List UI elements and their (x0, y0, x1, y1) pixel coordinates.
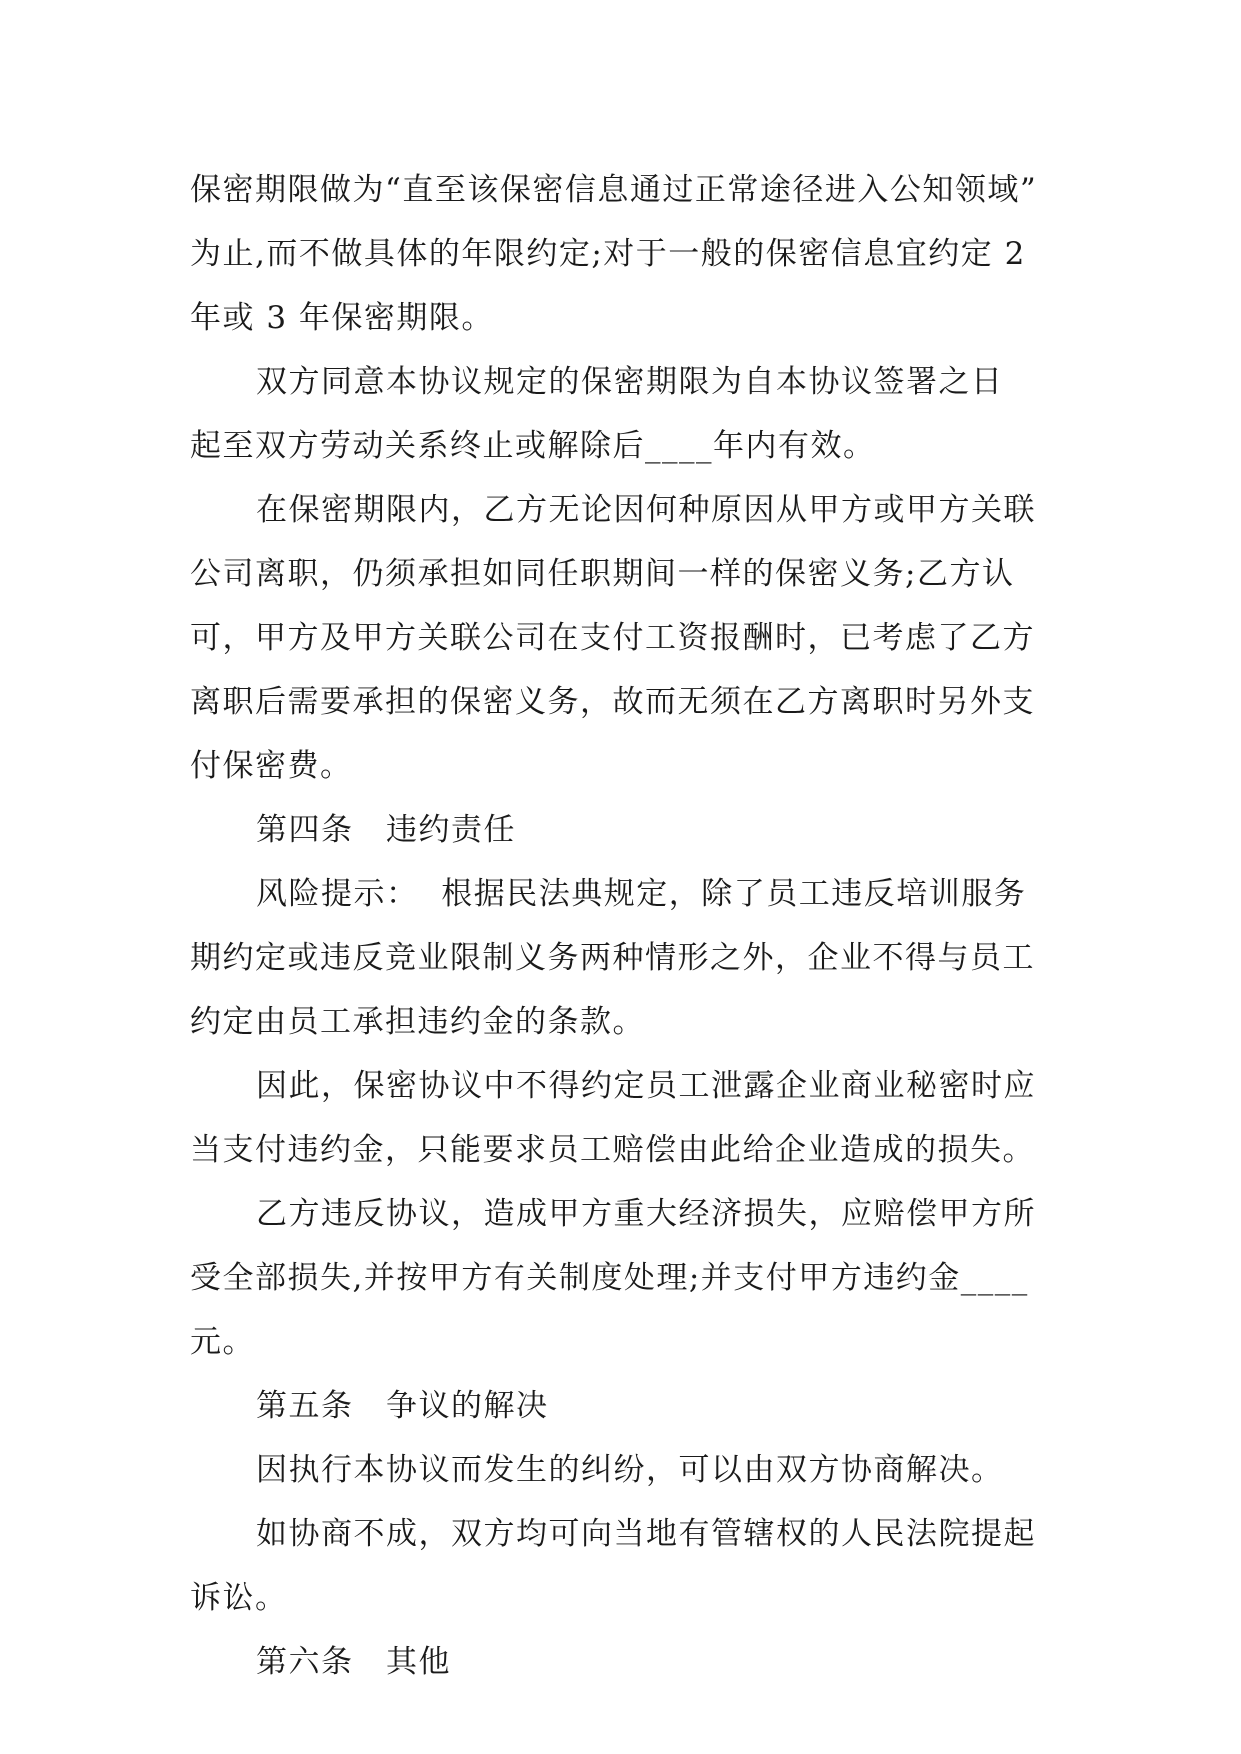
paragraph-start-line: 乙方违反协议，造成甲方重大经济损失，应赔偿甲方所 (256, 1196, 1036, 1232)
text-line: 付保密费。 (190, 748, 353, 784)
text-line: 当支付违约金，只能要求员工赔偿由此给企业造成的损失。 (190, 1132, 1035, 1168)
text-line: 受全部损失,并按甲方有关制度处理;并支付甲方违约金____ (190, 1260, 1029, 1296)
text-line: 离职后需要承担的保密义务，故而无须在乙方离职时另外支 (190, 684, 1035, 720)
text-line: 约定由员工承担违约金的条款。 (190, 1004, 645, 1040)
text-line: 期约定或违反竞业限制义务两种情形之外，企业不得与员工 (190, 940, 1035, 976)
paragraph-start-line: 双方同意本协议规定的保密期限为自本协议签署之日 (256, 364, 1004, 400)
section-heading: 第四条 违约责任 (256, 812, 516, 848)
text-line: 起至双方劳动关系终止或解除后____年内有效。 (190, 428, 876, 464)
text-line: 元。 (190, 1324, 255, 1360)
paragraph-start-line: 因执行本协议而发生的纠纷，可以由双方协商解决。 (256, 1452, 1004, 1488)
paragraph-start-line: 如协商不成，双方均可向当地有管辖权的人民法院提起 (256, 1516, 1036, 1552)
text-line: 为止,而不做具体的年限约定;对于一般的保密信息宜约定 2 (190, 236, 1026, 272)
text-line: 年或 3 年保密期限。 (190, 300, 494, 336)
paragraph-start-line: 因此，保密协议中不得约定员工泄露企业商业秘密时应 (256, 1068, 1036, 1104)
text-line: 诉讼。 (190, 1580, 288, 1616)
paragraph-start-line: 风险提示： 根据民法典规定，除了员工违反培训服务 (256, 876, 1027, 912)
document-page (190, 158, 1070, 1694)
section-heading: 第六条 其他 (256, 1644, 451, 1680)
text-line: 可，甲方及甲方关联公司在支付工资报酬时，已考虑了乙方 (190, 620, 1035, 656)
section-heading: 第五条 争议的解决 (256, 1388, 549, 1424)
text-line: 公司离职，仍须承担如同任职期间一样的保密义务;乙方认 (190, 556, 1015, 592)
text-line: 保密期限做为“直至该保密信息通过正常途径进入公知领域” (190, 172, 1038, 208)
paragraph-start-line: 在保密期限内，乙方无论因何种原因从甲方或甲方关联 (256, 492, 1036, 528)
